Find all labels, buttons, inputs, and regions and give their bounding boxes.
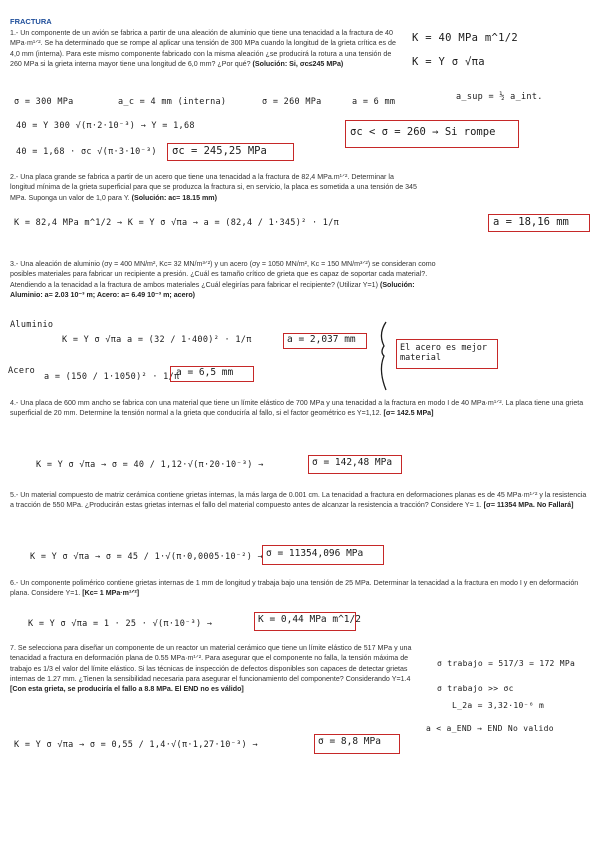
hw-p1-data3: σ = 260 MPa [262, 97, 322, 107]
hw-p7-side1: σ trabajo = 517/3 = 172 MPa [437, 659, 576, 668]
hw-p6-eq: K = Y σ √πa = 1 · 25 · √(π·10⁻³) → [28, 619, 213, 629]
document-heading: FRACTURA [10, 17, 52, 26]
problem-7-text: 7. Se selecciona para diseñar un componente de un reactor un material cerámico que tiene un límite elástico de 517 MPa y una tenacidad a fractura en deformación plana de 0.55 MPa·m¹ᐟ². Para asegurar que el componente no falla, la tensión máxima de trabajo es 1/3 el valor del límite elástico. Si las técnicas de inspección de defectos disponibles son capaces de detectar grietas internas de 1.27 mm. ¿Tienen la sensibilidad necesaria para asegurar el funcionamiento del componente? Considerando Y=1.4 [10, 644, 412, 683]
result-p3-note: El acero es mejor material [400, 343, 487, 363]
problem-2-text: 2.- Una placa grande se fabrica a partir de un acero que tiene una tenacidad a la fractura de 82,4 MPa.m¹ᐟ². Determinar la longitud mínima de la grieta superficial para que se produzca la fractura si, en servicio, la placa es sometida a una tensión de 345 MPa. Suponga un valor de 1,0 para Y. [10, 173, 417, 202]
problem-4-text: 4.- Una placa de 600 mm ancho se fabrica con una material que tiene un límite elástico de 700 MPa y una tenacidad a la fractura en modo I de 40 MPa·m¹ᐟ². La placa tiene una grieta superficial de 20 mm. Determine la tensión normal a la grieta que conduciría al fallo, si el factor geométrico es Y=1,12. [10, 399, 584, 418]
hw-p2-eq: K = 82,4 MPa m^1/2 → K = Y σ √πa → a = (82,4 / 1·345)² · 1/π [14, 218, 340, 228]
hw-p1-data4: a = 6 mm [352, 97, 396, 107]
result-p5: σ = 11354,096 MPa [266, 548, 364, 559]
hw-p7-eq: K = Y σ √πa → σ = 0,55 / 1,4·√(π·1,27·10⁻³) → [14, 740, 258, 750]
problem-2-solution: (Solución: ac= 18.15 mm) [131, 193, 217, 202]
problem-1-text: 1.- Un componente de un avión se fabrica a partir de una aleación de aluminio que tiene una tenacidad a la fractura de 40 MPa·m¹ᐟ². Se ha determinado que se rompe al aplicar una tensión de 300 MPa cuando la longitud de la grieta crítica es de 4,0 mm (interna). Para este mismo componente fabricado con la misma aleación ¿se producirá la rotura a una tensión de 260 MPa si la grieta interna mayor tiene una longitud de 6,0 mm? ¿Por qué? [10, 29, 396, 68]
hw-p3-label-al: Aluminio [10, 320, 54, 330]
result-p6: K = 0,44 MPa m^1/2 [258, 614, 361, 625]
hw-p1-side3: a_sup = ½ a_int. [456, 92, 543, 102]
hw-p5-eq: K = Y σ √πa → σ = 45 / 1·√(π·0,0005·10⁻²) → [30, 552, 263, 562]
brace-stroke [381, 322, 386, 390]
problem-6-text: 6.- Un componente polimérico contiene grietas internas de 1 mm de longitud y trabaja bajo una tensión de 25 MPa. Determinar la tenacidad a la fractura en modo I y en deformación plana. Considere Y=1. [10, 579, 579, 598]
hw-p1-data1: σ = 300 MPa [14, 97, 74, 107]
result-p2: a = 18,16 mm [493, 216, 569, 228]
hw-p3-label-ac: Acero [8, 366, 36, 376]
problem-5-solution: [σ= 11354 MPa. No Fallará] [483, 501, 574, 510]
problem-4-solution: [σ= 142.5 MPa] [383, 409, 434, 418]
result-p7: σ = 8,8 MPa [318, 736, 381, 747]
result-p1-sigma: σc = 245,25 MPa [172, 145, 267, 157]
hw-p1-data2: a_c = 4 mm (interna) [118, 97, 227, 107]
result-p4: σ = 142,48 MPa [312, 457, 393, 468]
hw-p7-side4: a < a_END → END No valido [426, 724, 554, 733]
hw-p1-side2: K = Y σ √πa [412, 56, 485, 68]
hw-p3-eq-ac: a = (150 / 1·1050)² · 1/π [44, 372, 180, 382]
hw-p1-eq1: 40 = Y 300 √(π·2·10⁻³) → Y = 1,68 [16, 121, 195, 131]
result-p3-al: a = 2,037 mm [287, 334, 356, 345]
hw-p4-eq: K = Y σ √πa → σ = 40 / 1,12·√(π·20·10⁻³) → [36, 460, 264, 470]
problem-5-text: 5.- Un material compuesto de matriz cerámica contiene grietas internas, la más larga de 0.001 cm. La tenacidad a fractura en deformaciones planas es de 45 MPa·m¹ᐟ² y la resistencia a tracción de 550 MPa. ¿Producirán estas grietas internas el fallo del material compuesto antes de alcanzar la resistencia a tracción? Considere Y= 1. [10, 491, 587, 510]
hw-p7-side2: σ trabajo >> σc [437, 684, 514, 693]
hw-p1-side1: K = 40 MPa m^1/2 [412, 32, 518, 44]
result-p1-verdict: σc < σ = 260 → Si rompe [350, 126, 496, 138]
problem-6-solution: [Kc= 1 MPa·m¹ᐟ²] [82, 589, 140, 598]
hw-p7-side3: L_2a = 3,32·10⁻⁶ m [452, 701, 545, 710]
hw-p1-eq2: 40 = 1,68 · σc √(π·3·10⁻³) [16, 147, 157, 157]
problem-3-solution: (Solución: Aluminio: a= 2.03 10⁻³ m; Acero: a= 6.49 10⁻³ m; acero) [10, 280, 415, 299]
problem-7-solution: [Con esta grieta, se produciría el fallo a 8.8 MPa. El END no es válido] [10, 685, 244, 694]
problem-1-solution: (Solución: Si, σc≤245 MPa) [252, 59, 344, 68]
problem-3-text: 3.- Una aleación de aluminio (σy = 400 MN/m², Kc= 32 MN/m³ᐟ²) y un acero (σy = 1050 MN/m², Kc = 150 MN/m³ᐟ²) se consideran como posibles materiales para fabricar un recipiente a presión. ¿Cuál es tamaño crítico de grieta que es capaz de soportar cada material?. Atendiendo a la tenacidad a la fractura de ambos materiales ¿Cuál elegirías para fabricar el recipiente? (Utilizar Y=1) [10, 260, 436, 289]
result-p3-ac: a = 6,5 mm [176, 367, 234, 378]
hw-p3-eq-al: K = Y σ √πa a = (32 / 1·400)² · 1/π [62, 335, 252, 345]
